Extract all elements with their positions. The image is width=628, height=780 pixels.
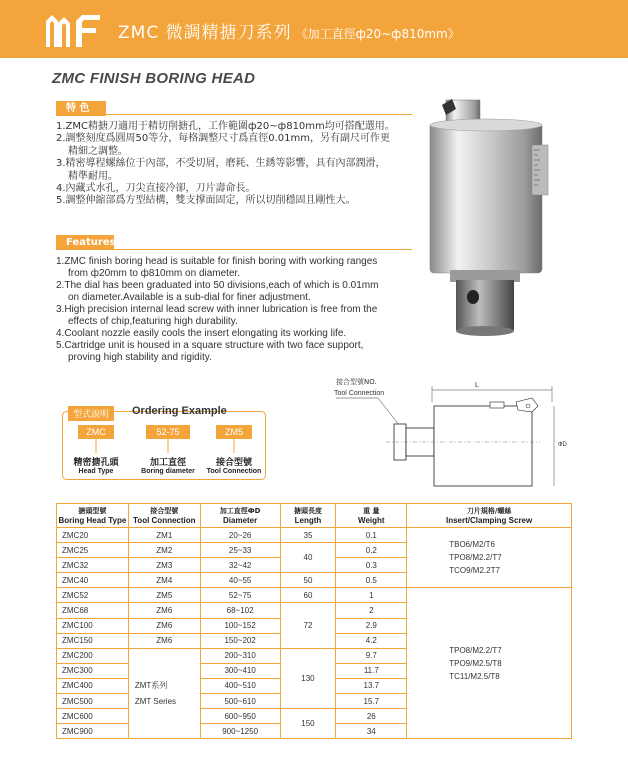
label-connection-en: Tool Connection: [206, 468, 262, 475]
cell-diameter: 150~202: [200, 633, 280, 648]
insert-spec: TBO6/M2/T6: [449, 540, 496, 550]
features-zh-list: [56, 121, 426, 208]
cell-connection: ZM2: [128, 543, 200, 558]
cell-length: 50: [280, 573, 336, 588]
cell-weight: 0.2: [336, 543, 407, 558]
cell-type: ZMC68: [57, 603, 129, 618]
ordering-badge: 型式說明: [68, 406, 114, 421]
cell-diameter: 68~102: [200, 603, 280, 618]
header-weight: [336, 504, 407, 528]
technical-drawing: [328, 372, 568, 492]
insert-spec: TPO8/M2.2/T7: [449, 645, 502, 655]
label-connection-zh: 接合型號: [215, 458, 252, 468]
cell-weight: 0.3: [336, 558, 407, 573]
cell-type: ZMC900: [57, 724, 129, 739]
cell-type: ZMC32: [57, 558, 129, 573]
header-connection: [128, 504, 200, 528]
feature-item: 2.The dial has been graduated into 50 divisions,each of which is 0.01mm: [56, 280, 379, 291]
feature-item: 3.精密導程螺絲位于內部，不受切屑，磨耗、生銹等影響，具有內部潤滑，: [56, 158, 386, 170]
cell-weight: 0.5: [336, 573, 407, 588]
header-diameter-zh: 加工直徑ФD: [219, 506, 261, 515]
header-title-main: ZMC 微調精搪刀系列: [118, 23, 292, 43]
cell-weight: 34: [336, 724, 407, 739]
feature-item: 1.ZMC精搪刀適用于精切削搪孔，工作範圍ф20~ф810mm均可搭配選用。: [56, 121, 395, 132]
table-header-row: [57, 504, 572, 528]
cell-weight: 0.1: [336, 528, 407, 543]
ordering-example: [62, 403, 267, 481]
header-diameter-en: Diameter: [223, 515, 258, 525]
cell-diameter: 500~610: [200, 694, 280, 709]
feature-item: 1.ZMC finish boring head is suitable for finish boring with working ranges: [56, 256, 378, 267]
feature-item-continued: on diameter.Available is a sub-dial for finer adjustment.: [68, 292, 311, 303]
cell-weight: 26: [336, 709, 407, 724]
label-diameter-zh: 加工直徑: [149, 458, 186, 468]
label-diameter-en: Boring diameter: [141, 468, 195, 475]
cell-type: ZMC500: [57, 694, 129, 709]
zmt-series-zh: ZMT系列: [134, 680, 168, 690]
label-head-type-zh: 精密搪孔頭: [73, 458, 119, 468]
features-en-list: [56, 256, 436, 364]
cell-diameter: 20~26: [200, 528, 280, 543]
cell-diameter: 400~510: [200, 678, 280, 693]
ordering-title: Ordering Example: [132, 405, 227, 417]
cell-type: ZMC25: [57, 543, 129, 558]
cell-diameter: 32~42: [200, 558, 280, 573]
label-head-type-en: Head Type: [78, 468, 114, 475]
cell-length: 60: [280, 588, 336, 603]
cell-weight: 2.9: [336, 618, 407, 633]
insert-spec: TCO9/M2.2T7: [449, 566, 500, 576]
cell-weight: 11.7: [336, 663, 407, 678]
feature-item: 4.內藏式水孔，刀尖直接冷卻，刀片壽命長。: [56, 183, 256, 195]
header-diameter: [200, 504, 280, 528]
cell-weight: 13.7: [336, 678, 407, 693]
cell-weight: 4.2: [336, 633, 407, 648]
drawing-label-en: Tool Connection: [334, 390, 385, 397]
label-connection: [202, 455, 266, 475]
cell-diameter: 40~55: [200, 573, 280, 588]
cell-diameter: 52~75: [200, 588, 280, 603]
cell-length: 35: [280, 528, 336, 543]
cell-length: 150: [280, 709, 336, 739]
drawing-dim-l: L: [475, 382, 479, 389]
header-connection-en: Tool Connection: [133, 515, 196, 525]
cell-insert-group-b: [407, 588, 572, 739]
cell-weight: 1: [336, 588, 407, 603]
cell-length: 72: [280, 603, 336, 648]
cell-weight: 15.7: [336, 694, 407, 709]
spec-table: [56, 503, 572, 739]
cell-connection: ZM3: [128, 558, 200, 573]
table-row: [57, 588, 572, 603]
cell-diameter: 200~310: [200, 648, 280, 663]
header-title-sub: 《加工直徑ф20~ф810mm》: [295, 27, 460, 41]
features-en-tag: Features: [56, 235, 114, 250]
header-weight-en: Weight: [358, 515, 385, 525]
header-insert: [407, 504, 572, 528]
feature-item-continued: 精準耐用。: [68, 170, 118, 182]
cell-type: ZMC300: [57, 663, 129, 678]
header-length-zh: 搪頭長度: [293, 506, 322, 515]
label-diameter: [136, 455, 200, 475]
cell-connection: ZM5: [128, 588, 200, 603]
drawing-dim-d: ФD: [558, 442, 567, 448]
cell-connection: ZM4: [128, 573, 200, 588]
section-title: ZMC FINISH BORING HEAD: [52, 70, 256, 87]
cell-length: 40: [280, 543, 336, 573]
cell-weight: 2: [336, 603, 407, 618]
feature-item-continued: 精細之調整。: [68, 145, 128, 157]
cell-type: ZMC20: [57, 528, 129, 543]
features-en-underline: [114, 249, 412, 250]
cell-type: ZMC100: [57, 618, 129, 633]
header-connection-zh: 接合型號: [150, 506, 179, 515]
cell-type: ZMC40: [57, 573, 129, 588]
features-zh-tag: 特 色: [56, 101, 106, 116]
insert-spec: TC11/M2.5/T8: [449, 671, 500, 681]
header-insert-en: Insert/Clamping Screw: [445, 515, 533, 525]
cell-type: ZMC150: [57, 633, 129, 648]
cell-length: 130: [280, 648, 336, 708]
header-insert-zh: 刀片規格/螺絲: [466, 506, 512, 515]
insert-spec: TPO8/M2.2/T7: [449, 553, 502, 563]
cell-connection: ZM1: [128, 528, 200, 543]
feature-item-continued: proving high stability and rigidity.: [68, 352, 212, 363]
cell-diameter: 25~33: [200, 543, 280, 558]
feature-item: 5.調整伸縮部爲方型結構，雙支撑面固定，所以切削穩固且剛性大。: [56, 195, 356, 207]
cell-diameter: 900~1250: [200, 724, 280, 739]
drawing-label-zh: 接合型號NO.: [336, 378, 377, 386]
header-type-zh: 搪頭型號: [78, 506, 107, 515]
insert-spec: TPO9/M2.5/T8: [449, 658, 502, 668]
cell-diameter: 600~950: [200, 709, 280, 724]
features-zh-underline: [106, 114, 412, 115]
header-type: [57, 504, 129, 528]
header-bar: [0, 0, 628, 58]
cell-type: ZMC600: [57, 709, 129, 724]
cell-type: ZMC400: [57, 678, 129, 693]
cell-diameter: 300~410: [200, 663, 280, 678]
cell-connection: ZM6: [128, 633, 200, 648]
header-length-en: Length: [294, 515, 322, 525]
boring-head-photo: [428, 95, 568, 340]
header-weight-zh: 重 量: [363, 506, 380, 515]
feature-item: 5.Cartridge unit is housed in a square structure with two face support,: [56, 340, 364, 351]
cell-connection: ZM6: [128, 618, 200, 633]
header-title: [118, 18, 460, 43]
code-connection: ZM5: [216, 425, 252, 439]
feature-item: 3.High precision internal lead screw with inner lubrication is free from the: [56, 304, 378, 315]
header-length: [280, 504, 336, 528]
feature-item: 2.調整刻度爲圓周50等分，每格調整尺寸爲直徑0.01mm，另有副尺可作更: [56, 133, 391, 145]
label-head-type: [64, 455, 128, 475]
feature-item-continued: from ф20mm to ф810mm on diameter.: [68, 268, 241, 279]
code-diameter: 52-75: [146, 425, 190, 439]
cell-diameter: 100~152: [200, 618, 280, 633]
cell-insert-group-a: [407, 528, 572, 588]
cell-type: ZMC52: [57, 588, 129, 603]
table-row: [57, 528, 572, 543]
cell-connection: ZM6: [128, 603, 200, 618]
cell-type: ZMC200: [57, 648, 129, 663]
zmt-series-en: ZMT Series: [134, 696, 177, 706]
cell-connection-zmt: [128, 648, 200, 739]
brand-logo: [42, 11, 104, 49]
feature-item: 4.Coolant nozzle easily cools the insert elongating its working life.: [56, 328, 347, 339]
feature-item-continued: effects of chip,featuring high durability.: [68, 316, 238, 327]
header-type-en: Boring Head Type: [58, 515, 127, 525]
cell-weight: 9.7: [336, 648, 407, 663]
code-head-type: ZMC: [78, 425, 114, 439]
